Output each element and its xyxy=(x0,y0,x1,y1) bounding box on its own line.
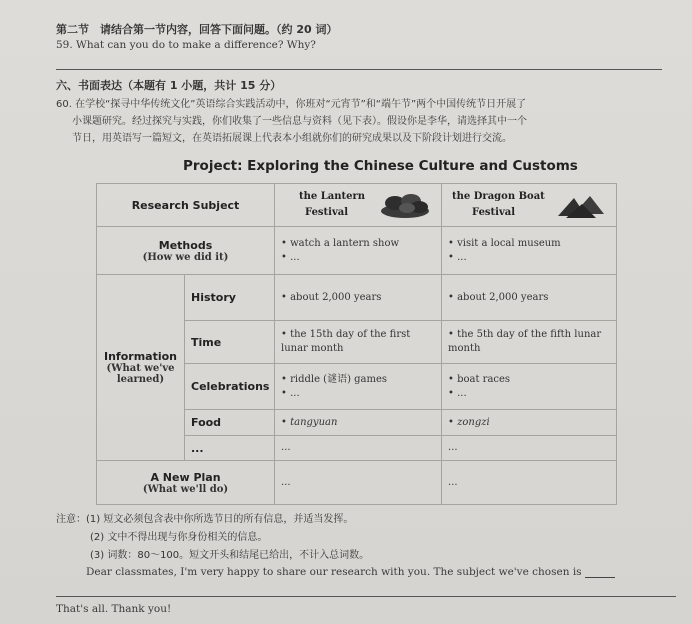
celebrations-lantern-item1: • riddle (谜语) games xyxy=(281,373,388,385)
essay-opening xyxy=(86,566,615,578)
answer-line xyxy=(56,69,662,70)
zongzi-icon xyxy=(556,194,606,220)
food-lantern: • tangyuan xyxy=(275,410,442,436)
information-label-cell xyxy=(97,275,185,461)
essay-closing: That's all. Thank you! xyxy=(56,603,172,615)
writing-line xyxy=(56,596,676,597)
lantern-festival-header xyxy=(275,184,442,227)
information-label: Information xyxy=(104,350,177,363)
more-info-dragon: ... xyxy=(442,436,617,461)
question-60-line3: 节日，用英语写一篇短文，在英语拓展课上代表本小组就你们的研究成果以及下阶段计划进行交流。 xyxy=(72,133,512,144)
new-plan-label-cell xyxy=(97,461,275,505)
methods-lantern-cell xyxy=(275,227,442,275)
time-dragon-line2: month xyxy=(448,343,481,354)
time-lantern-line1: • the 15th day of the first xyxy=(281,329,411,340)
lantern-festival-line2: Festival xyxy=(305,207,349,218)
section-six-heading: 六、书面表达（本题有 1 小题，共计 15 分） xyxy=(56,79,282,92)
question-60-line2: 小课题研究。经过探究与实践，你们收集了一些信息与资料（见下表）。假设你是李华，请选择其中一个 xyxy=(72,116,527,127)
section-two-heading: 第二节 请结合第一节内容，回答下面问题。（约 20 词） xyxy=(56,23,338,36)
time-dragon-cell xyxy=(442,321,617,364)
celebrations-dragon-item1: • boat races xyxy=(448,373,511,385)
time-label: Time xyxy=(185,321,275,364)
methods-label-cell xyxy=(97,227,275,275)
celebrations-dragon-item2: • ... xyxy=(448,387,467,399)
methods-lantern-item1: • watch a lantern show xyxy=(281,237,400,249)
methods-dragon-cell xyxy=(442,227,617,275)
dragon-boat-festival-header xyxy=(442,184,617,227)
history-lantern: • about 2,000 years xyxy=(275,275,442,321)
project-title: Project: Exploring the Chinese Culture and Customs xyxy=(183,158,578,174)
question-59: 59. What can you do to make a difference? Why? xyxy=(56,39,316,51)
note-1: 注意：(1) 短文必须包含表中你所选节日的所有信息，并适当发挥。 xyxy=(56,514,354,525)
methods-dragon-item2: • ... xyxy=(448,251,467,263)
new-plan-sublabel: (What we'll do) xyxy=(142,483,229,495)
information-sublabel-line1: (What we've xyxy=(106,363,175,374)
methods-dragon-item1: • visit a local museum xyxy=(448,237,561,249)
project-table xyxy=(96,183,617,505)
new-plan-label: A New Plan xyxy=(150,470,221,484)
methods-sublabel: (How we did it) xyxy=(142,251,229,263)
essay-blank xyxy=(585,567,615,578)
information-sublabel-line2: learned) xyxy=(116,374,165,385)
history-label: History xyxy=(185,275,275,321)
celebrations-dragon-cell xyxy=(442,364,617,410)
food-dragon: • zongzi xyxy=(442,410,617,436)
time-lantern-cell xyxy=(275,321,442,364)
history-dragon: • about 2,000 years xyxy=(442,275,617,321)
celebrations-label: Celebrations xyxy=(185,364,275,410)
note-3: (3) 词数：80～100。短文开头和结尾已给出，不计入总词数。 xyxy=(90,550,370,561)
methods-label: Methods xyxy=(158,238,213,252)
time-lantern-line2: lunar month xyxy=(281,343,344,354)
dragon-boat-festival-line2: Festival xyxy=(472,207,516,218)
dragon-boat-festival-line1: the Dragon Boat xyxy=(452,191,545,202)
celebrations-lantern-item2: • ... xyxy=(281,387,300,399)
more-info-label: ... xyxy=(185,436,275,461)
note-2: (2) 文中不得出现与你身份相关的信息。 xyxy=(90,532,268,543)
tangyuan-bowl-icon xyxy=(379,191,431,219)
lantern-festival-line1: the Lantern xyxy=(299,191,366,202)
time-dragon-line1: • the 5th day of the fifth lunar xyxy=(448,329,602,340)
essay-opening-text: Dear classmates, I'm very happy to share our research with you. The subject we've chosen is xyxy=(86,566,582,578)
methods-lantern-item2: • ... xyxy=(281,251,300,263)
new-plan-lantern: ... xyxy=(275,461,442,505)
more-info-lantern: ... xyxy=(275,436,442,461)
celebrations-lantern-cell xyxy=(275,364,442,410)
new-plan-dragon: ... xyxy=(442,461,617,505)
food-label: Food xyxy=(185,410,275,436)
research-subject-label: Research Subject xyxy=(97,184,275,227)
question-60-line1: 60. 在学校“探寻中华传统文化”英语综合实践活动中，你班对“元宵节”和“端午节”两个中国传统节日开展了 xyxy=(56,99,527,110)
